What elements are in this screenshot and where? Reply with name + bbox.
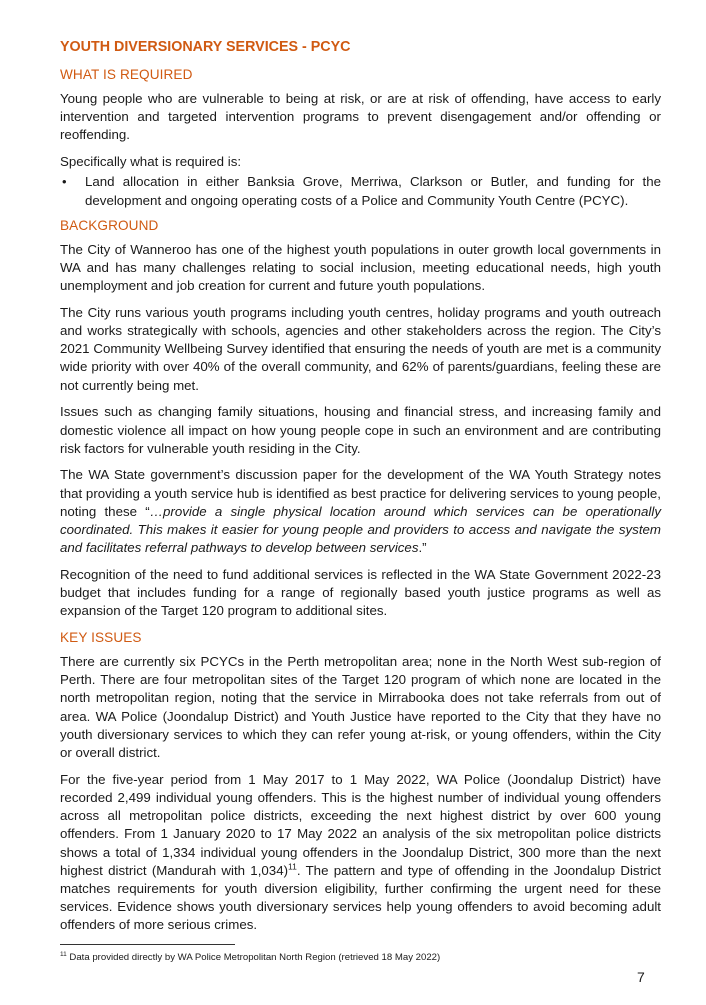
key-issues-p2-text: For the five-year period from 1 May 2017 to 1 May 2022, WA Police (Joondalup District) have recorded 2,499 individual young offenders. This is the highest number of individual young offenders across all metropolitan police districts, exceeding the next highest district by over 600 young offenders. From 1 January 2020 to 17 May 2022 an analysis of the six metropolitan police districts shows a total of 1,334 individual young offenders in the Joondalup District, 300 more than the next highest district (Mandurah with 1,034) xyxy=(60,771,661,878)
footnote-number: 11 xyxy=(60,950,67,958)
background-p4-end: .” xyxy=(418,540,427,556)
section-background xyxy=(60,217,661,621)
background-paragraph-2: The City runs various youth programs including youth centres, holiday programs and youth outreach and works strategically with schools, agencies and other stakeholders across the region. The City’s 2021 Community Wellbeing Survey identified that ensuring the needs of youth are met is a community wide priority with over 40% of the overall community, and 62% of parents/guardians, feeling these are not currently being met. xyxy=(60,304,661,393)
footnote-reference: 11 xyxy=(288,861,297,872)
required-bullet-list xyxy=(60,173,661,209)
bullet-text: Land allocation in either Banksia Grove, Merriwa, Clarkson or Butler, and funding for the development and ongoing operating costs of a Police and Community Youth Centre (PCYC). xyxy=(85,174,661,208)
background-paragraph-5: Recognition of the need to fund additional services is reflected in the WA State Government 2022-23 budget that includes funding for a range of regionally based youth justice programs as well as expansion of the Target 120 program to additional sites. xyxy=(60,566,661,619)
background-paragraph-3: Issues such as changing family situations, housing and financial stress, and increasing family and domestic violence all impact on how young people cope in such an environment and are contributing risk factors for vulnerable youth residing in the City. xyxy=(60,404,661,456)
background-paragraph-4 xyxy=(60,466,661,557)
document-page xyxy=(60,38,661,943)
section-heading-key-issues: KEY ISSUES xyxy=(60,630,142,646)
section-heading-required: WHAT IS REQUIRED xyxy=(60,67,193,82)
list-item xyxy=(60,173,661,209)
key-issues-p2-end: . The pattern and type of offending in the Joondalup District matches requirements for youth diversion eligibility, further confirming the urgent need for these services. Evidence shows youth diversionary services help young offenders to avoid becoming adult offenders of more serious crimes. xyxy=(60,862,661,933)
key-issues-paragraph-2 xyxy=(60,771,661,935)
background-p4-quote: …provide a single physical location around which services can be operationally coordinated. This makes it easier for young people and providers to access and navigate the system and facilitates referral pathways to develop between services xyxy=(60,503,661,556)
key-issues-paragraph-1: There are currently six PCYCs in the Perth metropolitan area; none in the North West sub-region of Perth. There are four metropolitan sites of the Target 120 program of which none are located in the north metropolitan region, noting that the service in Mirrabooka does not take referrals from out of area. WA Police (Joondalup District) and Youth Justice have reported to the City that they have no youth diversionary services to which they can refer young at-risk, or young offenders, within the City or overall district. xyxy=(60,654,661,761)
background-paragraph-1: The City of Wanneroo has one of the highest youth populations in outer growth local governments in WA and has many challenges relating to social inclusion, meeting educational needs, high youth unemployment and job creation for current and future youth populations. xyxy=(60,241,661,294)
footnote-text: Data provided directly by WA Police Metropolitan North Region (retrieved 18 May 2022) xyxy=(66,952,441,963)
required-lead-paragraph: Specifically what is required is: xyxy=(60,154,242,170)
footnote xyxy=(60,952,440,964)
background-p4-text: The WA State government’s discussion paper for the development of the WA Youth Strategy notes that providing a youth service hub is identified as best practice for delivering services to young people, noting these “ xyxy=(60,467,661,519)
required-intro-paragraph: Young people who are vulnerable to being at risk, or are at risk of offending, have access to early intervention and targeted intervention programs to prevent disengagement and/or offending or reoffending. xyxy=(60,91,661,143)
section-what-is-required xyxy=(60,66,661,210)
section-heading-background: BACKGROUND xyxy=(60,217,159,233)
page-number: 7 xyxy=(637,969,645,985)
footnote-divider xyxy=(60,944,235,945)
section-key-issues xyxy=(60,629,661,935)
bullet-icon: • xyxy=(62,174,67,190)
page-title: YOUTH DIVERSIONARY SERVICES - PCYC xyxy=(60,39,351,55)
